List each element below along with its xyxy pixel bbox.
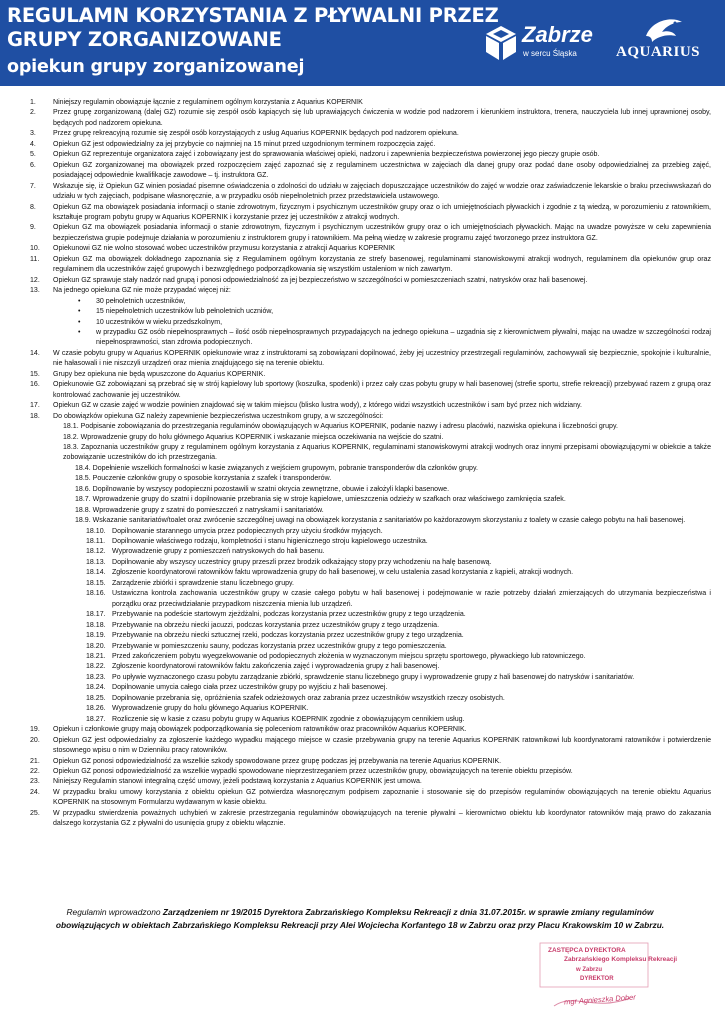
item-number: 8.	[30, 203, 36, 211]
bullet-item	[0, 328, 725, 349]
item-number: 12.	[30, 276, 40, 284]
item-text: Opiekun GZ ma obowiązek posiadania informacji o stanie zdrowotnym, fizycznym i psychicznym uczestników grupy oraz o ich umiejętnościach pływackich i zgodnie z tą wiedzą, w porozumieniu z ratownikiem, kształtuje program pobytu grupy w Aquarius KOPERNIK i korzystanie przez jej uczestników z atrakcji wodnych.	[53, 203, 711, 221]
item-number: 20.	[30, 736, 40, 744]
duty-text: Wyprowadzenie grupy do holu głównego Aquarius KOPERNIK.	[112, 705, 309, 713]
item-text: Opiekun GZ zorganizowanej ma obowiązek przed rozpoczęciem zajęć zapoznać się z regulaminem uczestnictwa w zajęciach dla danej grupy oraz podać dane osoby odpowiedzialnej za przebieg zajęć, posiadającej odpowiednie kwalifikacje zawodowe – tj. instruktora GZ.	[53, 161, 711, 180]
duty-number: 18.18.	[86, 621, 106, 629]
duty-item	[0, 662, 725, 672]
list-item	[0, 809, 725, 830]
duty-text: Dopilnowanie umycia całego ciała przez uczestników grupy po wyjściu z hali basenowej.	[112, 684, 388, 692]
duty-number: 18.12.	[86, 548, 106, 556]
item-number: 5.	[30, 151, 36, 159]
duty-item	[0, 715, 725, 725]
item-number: 7.	[30, 182, 36, 190]
stamp-line4: DYREKTOR	[580, 976, 614, 982]
aquarius-logo	[616, 14, 720, 74]
duty-text: Zgłoszenie koordynatorowi ratowników faktu zakończenia zajęć i wyprowadzenia grupy z hali basenowej.	[112, 663, 440, 671]
duty-item: 18.8. Wprowadzenie grupy z szatni do pomieszczeń z natryskami i sanitariatów.	[75, 506, 324, 514]
duty-item	[0, 568, 725, 578]
bullet-icon: •	[78, 308, 81, 316]
regulation-body	[0, 98, 725, 830]
duty-number: 18.26.	[86, 705, 106, 713]
bullet-icon: •	[78, 328, 81, 336]
stamp-line2: Zabrzańskiego Kompleksu Rekreacji	[564, 956, 678, 963]
item-number: 4.	[30, 140, 36, 148]
stamp-line3: w Zabrzu	[576, 967, 603, 973]
duty-item	[0, 579, 725, 589]
duties-sublist-part3	[0, 527, 725, 726]
item-text: Na jednego opiekuna GZ nie może przypadać więcej niż:	[53, 287, 231, 295]
aquarius-logo-name: AQUARIUS	[616, 44, 701, 60]
duty-item	[0, 642, 725, 652]
page-title-line1: REGULAMN KORZYSTANIA Z PŁYWALNI PRZEZ	[7, 4, 499, 27]
duty-number: 18.13.	[86, 558, 106, 566]
list-item	[0, 401, 725, 411]
bullet-text: w przypadku GZ osób niepełnosprawnych – ilość osób niepełnosprawnych przypadających na jednego opiekuna – uzgadnia się z kierownictwem pływalni, mając na uwadze w szczególności rodzaj niepełnosprawności, stan zdrowia podopiecznych.	[96, 328, 711, 347]
list-item	[0, 203, 725, 224]
list-item	[0, 370, 725, 380]
item-text: Opiekun GZ w czasie zajęć w wodzie powinien znajdować się w takim miejscu (blisko lustra wody), z którego widzi wszystkich uczestników i sam być przez nich widziany.	[53, 402, 582, 410]
bullet-icon: •	[78, 318, 81, 326]
duty-item: 18.5. Pouczenie członków grupy o sposobie korzystania z szafek i transponderów.	[75, 475, 332, 483]
duty-number: 18.21.	[86, 653, 106, 661]
cube-icon	[484, 24, 518, 62]
page-title-line2: GRUPY ZORGANIZOWANE	[7, 28, 282, 51]
duty-text: Dopilnowanie przebrania się, opróżnienia szafek odzieżowych oraz zabrania przez uczestników wszystkich rzeczy osobistych.	[112, 694, 505, 702]
duty-item: 18.4. Dopełnienie wszelkich formalności w kasie związanych z wejściem grupowym, pobranie transponderów dla członków grupy.	[75, 464, 478, 472]
item-text: Grupy bez opiekuna nie będą wpuszczone do Aquarius KOPERNIK.	[53, 370, 266, 378]
duty-item: 18.9. Wskazanie sanitariatów/toalet oraz zwrócenie szczególnej uwagi na obowiązek korzystania z sanitariatów po każdorazowym skorzystaniu z toalety w czasie całego pobytu na hali basenowej.	[75, 517, 686, 525]
list-item	[0, 757, 725, 767]
official-stamp	[534, 940, 678, 1015]
item-text: Opiekun GZ sprawuje stały nadzór nad grupą i ponosi odpowiedzialność za jej bezpieczeństwo w szczególności w pomieszczeniach szatni, natrysków oraz hali basenowej.	[53, 276, 588, 284]
item-number: 17.	[30, 402, 40, 410]
duty-item	[0, 683, 725, 693]
duty-item: 18.7. Wprowadzenie grupy do szatni i dopilnowanie przebrania się w stroje kąpielowe, umieszczenia odzieży w szafkach oraz właściwego zamknięcia szafek.	[75, 496, 566, 504]
header-banner	[0, 0, 725, 86]
duty-text: Po upływie wyznaczonego czasu pobytu zarządzanie zbiórki, sprawdzenie stanu liczebnego grupy i wyprowadzenie grupy z hali basenowej do natrysków i sanitariatów.	[112, 673, 635, 681]
duty-text: Przebywanie w pomieszczeniu sauny, podczas korzystania przez uczestników grupy z tego pomieszczenia.	[112, 642, 447, 650]
item-number: 19.	[30, 726, 40, 734]
list-item	[0, 736, 725, 757]
list-item	[0, 244, 725, 254]
duty-text: Przebywanie na podeście startowym zjeżdżalni, podczas korzystania przez uczestników grupy z tego urządzenia.	[112, 611, 466, 619]
item-number: 3.	[30, 130, 36, 138]
item-number: 18.	[30, 412, 40, 420]
zabrze-logo	[484, 22, 604, 66]
list-item	[0, 129, 725, 139]
duty-text: Przed zakończeniem pobytu wyegzekwowanie od podopiecznych złożenia w wyznaczonym miejscu sprzętu sportowego, pływackiego lub ratowniczego.	[112, 653, 586, 661]
duty-item	[0, 704, 725, 714]
duty-number: 18.24.	[86, 684, 106, 692]
item-text: Niniejszy regulamin obowiązuje łącznie z regulaminem ogólnym korzystania z Aquarius KOPERNIK	[53, 99, 363, 106]
duty-number: 18.27.	[86, 715, 106, 723]
list-item	[0, 286, 725, 296]
item-text: Opiekun GZ reprezentuje organizatora zajęć i zobowiązany jest do sprawowania właściwej opieki, nadzoru i zapewnienia bezpieczeństwa powierzonej jego pieczy grupie osób.	[53, 151, 600, 159]
bullet-text: 10 uczestników w wieku przedszkolnym,	[96, 318, 223, 326]
regulation-list-part3	[0, 725, 725, 830]
bullet-icon: •	[78, 297, 81, 305]
duty-item	[0, 673, 725, 683]
item-text: Do obowiązków opiekuna GZ należy zapewnienie bezpieczeństwa uczestnikom grupy, a w szczególności:	[53, 412, 384, 420]
item-number: 6.	[30, 161, 36, 169]
duty-number: 18.10.	[86, 527, 106, 535]
list-item	[0, 777, 725, 787]
item-text: Opiekun GZ ponosi odpowiedzialność za wszelkie szkody spowodowane przez grupę podczas jej przebywania na terenie Aquarius KOPERNIK.	[53, 757, 502, 765]
duty-number: 18.22.	[86, 663, 106, 671]
duty-number: 18.16.	[86, 590, 106, 598]
item-text: Opiekun GZ ponosi odpowiedzialność za wszelkie wypadki spowodowane nieprzestrzeganiem przez uczestników grupy, obowiązujących na terenie obiektu przepisów.	[53, 768, 573, 775]
list-item	[0, 380, 725, 401]
bullet-item	[0, 307, 725, 317]
item-text: W przypadku braku umowy korzystania z obiektu opiekun GZ potwierdza własnoręcznym podpisem zapoznanie i stosowanie się do przepisów regulaminów obowiązujących na terenie obiektu Aquarius KOPERNIK na stosownym Formularzu wydawanym w kasie obiektu.	[53, 788, 711, 807]
duty-number: 18.19.	[86, 632, 106, 640]
duty-number: 18.11.	[86, 538, 106, 546]
item-number: 11.	[30, 255, 40, 263]
duty-text: Dopilnowanie aby wszyscy uczestnicy grupy przeszli przez brodzik odkażający stopy przy wchodzeniu na halę basenową.	[112, 558, 492, 566]
list-item	[0, 725, 725, 735]
duty-item: 18.2. Wprowadzenie grupy do holu głównego Aquarius KOPERNIK i wskazanie miejsca oczekiwania na wejście do szatni.	[63, 433, 444, 441]
list-item	[0, 412, 725, 422]
duty-item	[0, 558, 725, 568]
item-text: Opiekun GZ jest odpowiedzialny za jej przybycie co najmniej na 15 minut przed uzgodnionym terminem rozpoczęcia zajęć.	[53, 140, 436, 148]
list-item	[0, 140, 725, 150]
duty-item	[0, 610, 725, 620]
ratio-bullet-list	[0, 297, 725, 349]
item-text: W czasie pobytu grupy w Aquarius KOPERNIK opiekunowie wraz z instruktorami są zobowiązani dopilnować, żeby jej uczestnicy przestrzegali regulaminów, zachowywali się bezpiecznie, spokojnie i kulturalnie, nie hałasowali i nie niszczyli urządzeń oraz mienia znajdującego się na terenie obiektu.	[53, 349, 711, 368]
item-text: Przez grupę zorganizowaną (dalej GZ) rozumie się zespół osób kąpiących się lub uprawiających ćwiczenia w wodzie pod nadzorem i kierunkiem instruktora, trenera, nauczyciela lub innej uprawnionej osoby, będących pod nadzorem opiekuna.	[53, 109, 711, 127]
duty-number: 18.23.	[86, 673, 106, 681]
duty-item	[0, 547, 725, 557]
item-number: 9.	[30, 224, 36, 232]
zabrze-logo-tagline: w sercu Śląska	[523, 49, 577, 58]
duty-item: 18.1. Podpisanie zobowiązania do przestrzegania regulaminów obowiązujących w Aquarius KOPERNIK, podanie nazwy i adresu placówki, nazwiska opiekuna i liczebności grupy.	[63, 423, 618, 431]
duty-text: Rozliczenie się w kasie z czasu pobytu grupy w Aquarius KOEPRNIK zgodnie z obowiązującym cennikiem usług.	[112, 715, 465, 723]
bullet-item	[0, 297, 725, 307]
item-text: Opiekunowi GZ nie wolno stosować wobec uczestników przymusu korzystania z atrakcji Aquarius KOPERNIK	[53, 245, 395, 253]
list-item	[0, 255, 725, 276]
item-number: 16.	[30, 381, 40, 389]
duty-item	[0, 589, 725, 610]
item-number: 22.	[30, 768, 40, 775]
duty-item: 18.6. Dopilnowanie by wszyscy podopieczni pozostawili w szatni okrycia zewnętrzne, obuwie i założyli klapki basenowe.	[75, 485, 450, 493]
duty-text: Zarządzenie zbiórki i sprawdzenie stanu liczebnego grupy.	[112, 579, 295, 587]
item-number: 1.	[30, 99, 36, 106]
list-item	[0, 276, 725, 286]
item-text: Wskazuje się, iż Opiekun GZ winien posiadać pisemne oświadczenia o zdolności do udziału w zajęciach dopuszczające uczestników do zajęć w wodzie oraz zaświadczenie lekarskie o braku przeciwwskazań do udziału w tych zajęciach, podpisane własnoręcznie, a w przypadku osób niepełnoletnich przez przedstawiciela ustawowego.	[53, 182, 711, 201]
item-number: 23.	[30, 778, 40, 786]
list-item	[0, 223, 725, 244]
item-number: 15.	[30, 370, 40, 378]
item-text: Opiekun GZ ma obowiązek dokładnego zapoznania się z Regulaminem ogólnym korzystania ze strefy basenowej, regulaminami stanowiskowymi atrakcji wodnych, regulaminem dla opiekunów grup oraz regulaminem dla uczestników zajęć grupowych i bezwzględnego podporządkowania się wszystkim ustaleniom w nich zawartym.	[53, 255, 711, 274]
bullet-text: 30 pełnoletnich uczestników,	[96, 297, 186, 305]
item-number: 10.	[30, 245, 40, 253]
duty-number: 18.20.	[86, 642, 106, 650]
footer-note	[50, 906, 670, 931]
duty-text: Przebywanie na obrzeżu niecki jacuzzi, podczas korzystania przez uczestników grupy z tego urządzenia.	[112, 621, 440, 629]
list-item	[0, 161, 725, 182]
duty-text: Dopilnowanie starannego umycia przez podopiecznych przy użyciu środków myjących.	[112, 527, 383, 535]
list-item	[0, 349, 725, 370]
list-item	[0, 150, 725, 160]
item-text: Opiekun GZ ma obowiązek posiadania informacji o stanie zdrowotnym, fizycznym i psychicznym uczestników grupy oraz o ich umiejętnościach pływackich. Mając na uwadze powyższe w celu zapewnienia bezpieczeństwa grupie podejmuje działania w porozumieniu z instruktorem grupy i ratownikiem. Ma pełną wiedzę w zakresie programu zajęć tworzonego przez instruktora GZ.	[53, 224, 711, 242]
duty-text: Przebywanie na obrzeżu niecki sztucznej rzeki, podczas korzystania przez uczestników grupy z tego urządzenia.	[112, 632, 464, 640]
footer-note-decree: Zarządzeniem nr 19/2015 Dyrektora Zabrzańskiego Kompleksu Rekreacji z dnia 31.07.2015r. w sprawie zmiany regulaminów obowiązujących w obiektach Zabrzańskiego Kompleksu Rekreacji przy Alei Wojciecha Korfantego 18 w Zabrzu oraz przy Placu Krakowskim 10 w Zabrzu.	[55, 907, 665, 930]
bullet-text: 15 niepełnoletnich uczestników lub pełnoletnich uczniów,	[96, 308, 274, 316]
page-subtitle: opiekun grupy zorganizowanej	[7, 57, 305, 77]
item-text: Opiekun i członkowie grupy mają obowiązek podporządkowania się poleceniom ratowników oraz pracowników Aquarius KOPERNIK.	[53, 726, 467, 734]
item-text: W przypadku stwierdzenia poważnych uchybień w zakresie przestrzegania regulaminów obowiązujących na terenie pływalni – kierownictwo obiektu lub koordynator ratowników mają prawo do zakazania dalszego korzystania GZ z pływalni do usunięcia grupy z obiektu włącznie.	[53, 809, 711, 828]
duty-item	[0, 694, 725, 704]
list-item	[0, 182, 725, 203]
fish-icon	[642, 14, 686, 44]
duty-text: Dopilnowanie właściwego rodzaju, kompletności i stanu higienicznego stroju kąpielowego uczestnika.	[112, 538, 428, 546]
item-number: 21.	[30, 757, 40, 765]
footer-note-intro: Regulamin wprowadzono	[66, 907, 163, 917]
duty-item	[0, 652, 725, 662]
duty-item	[0, 537, 725, 547]
item-text: Przez grupę rekreacyjną rozumie się zespół osób korzystających z usług Aquarius KOPERNIK będących pod nadzorem opiekuna.	[53, 130, 459, 138]
list-item	[0, 767, 725, 777]
duties-sublist-part1	[0, 422, 725, 464]
list-item	[0, 108, 725, 129]
item-text: Opiekunowie GZ zobowiązani są przebrać się w strój kąpielowy lub sportowy (koszulka, spodenki) i przez cały czas pobytu grupy w hali basenowej (strefie sportu, strefie rekreacji) przebywać razem z grupą oraz kontrolować zachowanie jej uczestników.	[53, 381, 711, 399]
item-text: Opiekun GZ jest odpowiedzialny za zgłoszenie każdego wypadku mającego miejsce w czasie przebywania grupy na terenie Aquarius KOPERNIK ratownikowi lub koordynatorami ratowników i potwierdzenie stosownego wpisu o nim w Dzienniku pracy ratowników.	[53, 736, 711, 755]
duty-number: 18.14.	[86, 569, 106, 577]
item-number: 13.	[30, 287, 40, 295]
duties-sublist-part2	[0, 464, 725, 527]
duty-text: Zgłoszenie koordynatorowi ratowników faktu wprowadzenia grupy do hali basenowej, w celu ustalenia zasad korzystania z kąpieli, atrakcji wodnych.	[112, 569, 574, 577]
duty-item	[0, 621, 725, 631]
item-number: 24.	[30, 788, 40, 796]
list-item	[0, 98, 725, 108]
item-text: Niniejszy Regulamin stanowi integralną część umowy, jeżeli podstawą korzystania z Aquarius KOPERNIK jest umowa.	[53, 778, 422, 786]
regulation-list-part1	[0, 98, 725, 297]
duty-text: Wyprowadzenie grupy z pomieszczeń natryskowych do hali basenu.	[112, 548, 325, 556]
duty-text: Ustawiczna kontrola zachowania uczestników grupy w czasie całego pobytu w hali basenowej i podejmowanie w razie potrzeby działań zmierzających do utrzymania bezpieczeństwa i porządku oraz przeciwdziałanie przypadkom niszczenia mienia lub urządzeń.	[112, 590, 711, 608]
duty-item	[0, 631, 725, 641]
regulation-list-part2	[0, 349, 725, 422]
signature: mgr Agnieszka Dober	[563, 992, 637, 1007]
bullet-item	[0, 318, 725, 328]
stamp-line1: ZASTĘPCA DYREKTORA	[548, 947, 626, 954]
item-number: 2.	[30, 109, 36, 117]
duty-item: 18.3. Zapoznania uczestników grupy z regulaminem ogólnym korzystania z Aquarius KOPERNIK, regulaminami stanowiskowymi atrakcji wodnych oraz innymi przepisami obowiązującymi w obiekcie a także zobowiązanie uczestników do ich przestrzegania.	[63, 443, 711, 462]
duty-number: 18.25.	[86, 694, 106, 702]
item-number: 14.	[30, 349, 40, 357]
duty-number: 18.17.	[86, 611, 106, 619]
duty-item	[0, 527, 725, 537]
duty-number: 18.15.	[86, 579, 106, 587]
item-number: 25.	[30, 809, 40, 817]
zabrze-logo-name: Zabrze	[522, 22, 593, 47]
list-item	[0, 788, 725, 809]
